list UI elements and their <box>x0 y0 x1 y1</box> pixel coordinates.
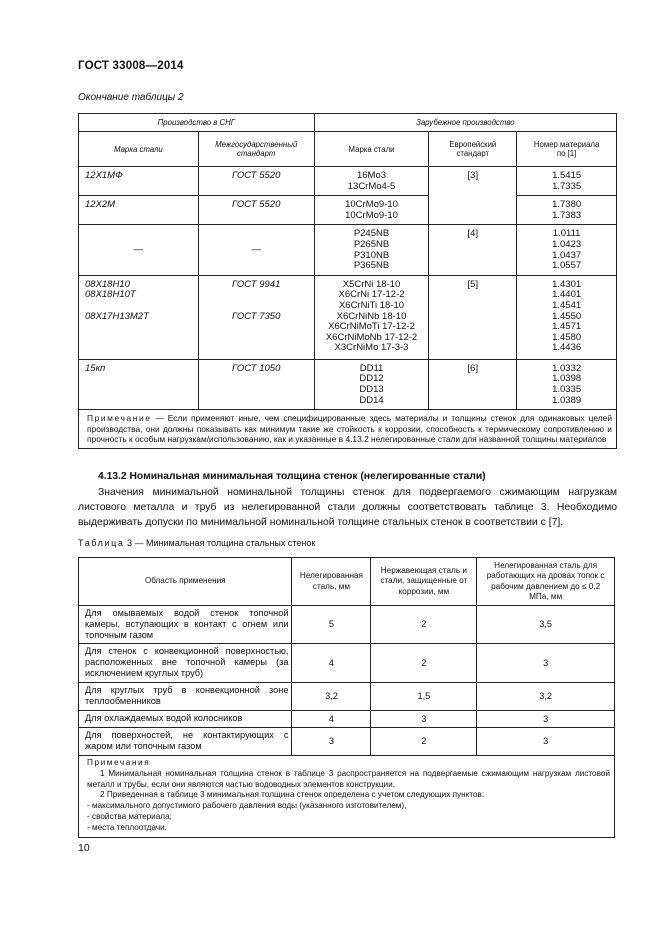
table-notes <box>79 756 615 838</box>
note-bullet: - свойства материала; <box>87 811 172 821</box>
gost-cell: ГОСТ 1050 <box>198 359 314 409</box>
gost-cell: ГОСТ 9941 ГОСТ 7350 <box>198 275 314 359</box>
value-cell: 5 <box>292 606 371 644</box>
header-foreign: Зарубежное производство <box>314 114 616 132</box>
table-row <box>79 644 615 683</box>
header-cis: Производство в СНГ <box>79 114 315 132</box>
ref-cell: [4] <box>429 225 517 275</box>
table-note: Примечание — Если применяют иные, чем специфицированные здесь материалы и толщины стенок для одинаковых целей производства, они должны показывать как минимум такие же стойкость к коррозии, способность к термическому сопротивлению и прочность к особым нагрузкам/использованию, как и указанные в 4.13.2 нелегированные стали для названной толщины материалов <box>79 410 617 449</box>
value-cell: 3 <box>292 728 371 756</box>
table-row <box>79 711 615 728</box>
value-cell: 3 <box>371 711 477 728</box>
table-row <box>79 275 617 359</box>
foreign-grade-cell: 10CrMo9-10 10CrMo9-10 <box>314 196 429 225</box>
header-non-alloy: Нелегированная сталь, мм <box>292 558 371 606</box>
material-number-cell: 1.0332 1.0398 1.0335 1.0389 <box>517 359 617 409</box>
note-bullet: - максимального допустимого рабочего давления воды (указанного изготовителем), <box>87 801 407 811</box>
gost-cell: ГОСТ 5520 <box>198 196 314 225</box>
gost-cell: ГОСТ 5520 <box>198 167 314 196</box>
area-cell: Для охлаждаемых водой колосников <box>79 711 292 728</box>
grade-cell: 15кп <box>79 359 199 409</box>
table-row <box>79 683 615 711</box>
table-row <box>79 606 615 644</box>
table-row <box>79 359 617 409</box>
area-cell: Для поверхностей, не контактирующих с жаром или топочным газом <box>79 728 292 756</box>
header-foreign-grade: Марка стали <box>314 132 429 167</box>
value-cell: 3 <box>477 711 615 728</box>
section-paragraph: Значения минимальной номинальной толщины стенок для подвергаемого сжимающим нагрузкам листового металла и труб из нелегированной стали должны соответствовать таблице 3. Необходимо выдерживать допуски по минимальной номинальной толщине стальных стенок в соответствии с [7]. <box>78 487 617 528</box>
table-row <box>79 167 617 196</box>
grade-cell: 12Х1МФ <box>79 167 199 196</box>
grade-cell: — <box>79 225 199 275</box>
material-number-cell: 1.0111 1.0423 1.0437 1.0557 <box>517 225 617 275</box>
value-cell: 4 <box>292 644 371 683</box>
ref-cell: [6] <box>429 359 517 409</box>
table-row <box>79 728 615 756</box>
header-material-number: Номер материала по [1] <box>517 132 617 167</box>
value-cell: 1,5 <box>371 683 477 711</box>
document-header: ГОСТ 33008—2014 <box>78 60 184 72</box>
area-cell: Для круглых труб в конвекционной зоне теплообменников <box>79 683 292 711</box>
table-continuation-caption: Окончание таблицы 2 <box>78 92 184 103</box>
header-grade: Марка стали <box>79 132 199 167</box>
area-cell: Для омываемых водой стенок топочной камеры, вступающих в контакт с огнем или топочным газом <box>79 606 292 644</box>
material-number-cell: 1.4301 1.4401 1.4541 1.4550 1.4571 1.4580 1.4436 <box>517 275 617 359</box>
area-cell: Для стенок с конвекционной поверхностью, расположенных вне топочной камеры (за исключением круглых труб) <box>79 644 292 683</box>
header-european-standard: Европейский стандарт <box>429 132 517 167</box>
foreign-grade-cell: 16Mo3 13CrMo4-5 <box>314 167 429 196</box>
table3-caption: Таблица 3 — Минимальная толщина стальных стенок <box>78 538 316 548</box>
header-interstate-standard: Межгосударственный стандарт <box>198 132 314 167</box>
value-cell: 2 <box>371 728 477 756</box>
header-stainless: Нержавеющая сталь и стали, защищенные от коррозии, мм <box>371 558 477 606</box>
value-cell: 3 <box>477 728 615 756</box>
header-wood-fired: Нелегированная сталь для работающих на дровах топок с рабочим давлением до ≤ 0,2 МПа, мм <box>477 558 615 606</box>
material-number-cell: 1.5415 1.7335 <box>517 167 617 196</box>
value-cell: 4 <box>292 711 371 728</box>
section-heading: 4.13.2 Номинальная минимальная толщина стенок (нелегированные стали) <box>98 471 486 482</box>
foreign-grade-cell: X5CrNi 18-10 X6CrNi 17-12-2 X6CrNiTi 18-10 X6CrNiNb 18-10 X6CrNiMoTi 17-12-2 X6CrNiMoNb 17-12-2 X3CrNiMo 17-3-3 <box>314 275 429 359</box>
ref-cell: [5] <box>429 275 517 359</box>
grade-cell: 08Х18Н10 08Х18Н10Т 08Х17Н13М2Т <box>79 275 199 359</box>
steel-grades-table <box>78 113 617 449</box>
note-bullet: - места теплоотдачи. <box>87 822 167 832</box>
note-2: 2 Приведенная в таблице 3 минимальная толщина стенок определена с учетом следующих пунктов: <box>100 790 485 800</box>
grade-cell: 12Х2М <box>79 196 199 225</box>
gost-cell: — <box>198 225 314 275</box>
table-row <box>79 225 617 275</box>
ref-cell <box>429 196 517 225</box>
value-cell: 2 <box>371 606 477 644</box>
foreign-grade-cell: P245NB P265NB P310NB P365NB <box>314 225 429 275</box>
foreign-grade-cell: DD11 DD12 DD13 DD14 <box>314 359 429 409</box>
value-cell: 3 <box>477 644 615 683</box>
value-cell: 3,2 <box>477 683 615 711</box>
material-number-cell: 1.7380 1.7383 <box>517 196 617 225</box>
value-cell: 3,2 <box>292 683 371 711</box>
notes-label: Примечания <box>87 758 151 767</box>
value-cell: 3,5 <box>477 606 615 644</box>
header-area: Область применения <box>79 558 292 606</box>
ref-cell: [3] <box>429 167 517 196</box>
table-row <box>79 196 617 225</box>
value-cell: 2 <box>371 644 477 683</box>
note-1: 1 Минимальная номинальная толщина стенок в таблице 3 распространяется на подвергаемые сжимающим нагрузкам листовой металл и трубы, если они являются частью водоводных элементов конструкции. <box>87 768 610 789</box>
min-wall-thickness-table <box>78 557 615 838</box>
page-number: 10 <box>78 842 90 854</box>
